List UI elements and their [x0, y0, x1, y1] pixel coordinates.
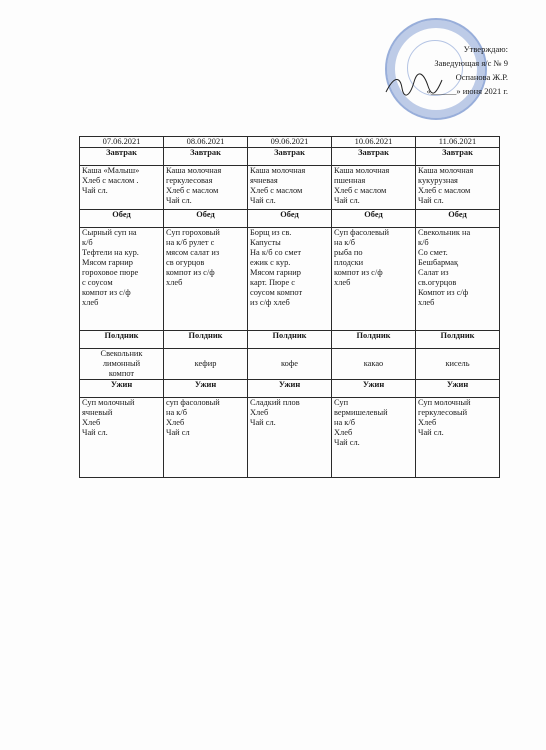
menu-item: Чай сл. [334, 196, 360, 205]
menu-item: к/б [418, 238, 429, 247]
menu-item: Свекольник на [418, 228, 471, 237]
lunch-label: Обед [248, 210, 332, 228]
menu-item: Сладкий плов [250, 398, 300, 407]
menu-item: ежик с кур. [250, 258, 291, 267]
menu-item: Свекольник [100, 349, 143, 358]
breakfast-cell [332, 166, 416, 210]
snack-cell [80, 349, 164, 380]
menu-item: Компот из с/ф [418, 288, 469, 297]
menu-item: Чай сл. [82, 428, 108, 437]
breakfast-label: Завтрак [164, 148, 248, 166]
menu-item: Каша молочная [250, 166, 306, 175]
snack-cell [416, 349, 500, 380]
date-cell: 09.06.2021 [248, 137, 332, 148]
dinner-items-row [80, 398, 500, 478]
menu-item: Каша молочная [334, 166, 390, 175]
menu-item: Мясом гарнир [250, 268, 301, 277]
date-cell: 07.06.2021 [80, 137, 164, 148]
menu-item: хлеб [82, 298, 99, 307]
lunch-label: Обед [332, 210, 416, 228]
menu-item: Хлеб с маслом [418, 186, 471, 195]
menu-item: компот из с/ф [166, 268, 215, 277]
snack-cell [332, 349, 416, 380]
breakfast-label: Завтрак [248, 148, 332, 166]
snack-label: Полдник [164, 331, 248, 349]
menu-item: На к/б со смет [250, 248, 302, 257]
breakfast-label: Завтрак [332, 148, 416, 166]
menu-item: Хлеб с маслом . [82, 176, 139, 185]
approval-title: Утверждаю: [463, 44, 508, 54]
menu-item: Чай сл. [82, 186, 108, 195]
approval-block [338, 42, 508, 98]
dinner-cell [416, 398, 500, 478]
menu-item: какао [363, 359, 384, 368]
approval-date-year: 2021 г. [484, 86, 508, 96]
menu-item: компот из с/ф [82, 288, 131, 297]
menu-item: пшенная [334, 176, 366, 185]
menu-item: хлеб [166, 278, 183, 287]
snack-label: Полдник [80, 331, 164, 349]
menu-item: геркулесовая [166, 176, 213, 185]
menu-item: св огурцов [166, 258, 205, 267]
breakfast-items-row [80, 166, 500, 210]
lunch-items-row [80, 228, 500, 331]
menu-item: рыба по [334, 248, 363, 257]
approval-name: Оспанова Ж.Р. [455, 72, 508, 82]
dinner-label: Ужин [416, 380, 500, 398]
menu-item: мясом салат из [166, 248, 220, 257]
lunch-label: Обед [416, 210, 500, 228]
dinner-label: Ужин [80, 380, 164, 398]
menu-item: с соусом [82, 278, 113, 287]
menu-item: Хлеб с маслом [166, 186, 219, 195]
snack-label: Полдник [332, 331, 416, 349]
menu-item: хлеб [334, 278, 351, 287]
menu-item: Чай сл. [418, 196, 444, 205]
weekly-menu-table [79, 136, 500, 478]
menu-item: Сырный суп на [82, 228, 137, 237]
lunch-label: Обед [80, 210, 164, 228]
menu-item: Хлеб [166, 418, 185, 427]
date-cell: 11.06.2021 [416, 137, 500, 148]
breakfast-cell [416, 166, 500, 210]
menu-item: на к/б [334, 238, 355, 247]
approval-date: «______» июня 2021 г. [426, 86, 508, 96]
menu-item: из с/ф хлеб [250, 298, 290, 307]
menu-item: соусом компот [250, 288, 303, 297]
menu-item: карт. Пюре с [250, 278, 295, 287]
menu-item: Чай сл. [334, 438, 360, 447]
breakfast-header-row [80, 148, 500, 166]
snack-label: Полдник [248, 331, 332, 349]
menu-item: Чай сл. [418, 428, 444, 437]
menu-item: хлеб [418, 298, 435, 307]
breakfast-cell [80, 166, 164, 210]
menu-item: Со смет. [418, 248, 448, 257]
approval-date-quote-close: » [456, 86, 461, 96]
breakfast-cell [248, 166, 332, 210]
menu-item: Чай сл. [250, 418, 276, 427]
menu-item: Салат из [418, 268, 449, 277]
dinner-label: Ужин [332, 380, 416, 398]
dinner-label: Ужин [248, 380, 332, 398]
menu-item: Суп молочный [418, 398, 471, 407]
menu-item: Суп [334, 398, 349, 407]
menu-item: Хлеб [418, 418, 437, 427]
menu-item: плодски [334, 258, 364, 267]
menu-item: к/б [82, 238, 93, 247]
menu-item: на к/б [166, 408, 187, 417]
date-cell: 10.06.2021 [332, 137, 416, 148]
lunch-header-row [80, 210, 500, 228]
menu-item: на к/б рулет с [166, 238, 215, 247]
menu-item: Чай сл [166, 428, 190, 437]
menu-item: Борщ из св. [250, 228, 292, 237]
menu-item: Каша молочная [166, 166, 222, 175]
menu-item: Хлеб [82, 418, 101, 427]
snack-items-row [80, 349, 500, 380]
menu-item: вермишелевый [334, 408, 388, 417]
menu-item: Чай сл. [250, 196, 276, 205]
approval-date-quote-open: « [426, 86, 431, 96]
dinner-cell [248, 398, 332, 478]
menu-item: ячневый [82, 408, 113, 417]
breakfast-cell [164, 166, 248, 210]
menu-item: Каша молочная [418, 166, 474, 175]
lunch-cell [332, 228, 416, 331]
dinner-label: Ужин [164, 380, 248, 398]
lunch-cell [164, 228, 248, 331]
menu-item: лимонный [102, 359, 141, 368]
menu-item: компот [108, 369, 135, 378]
lunch-label: Обед [164, 210, 248, 228]
menu-item: Мясом гарнир [82, 258, 133, 267]
menu-item: кофе [281, 359, 298, 368]
menu-item: св.огурцов [418, 278, 457, 287]
menu-item: Хлеб с маслом [334, 186, 387, 195]
menu-item: Чай сл. [166, 196, 192, 205]
dinner-header-row [80, 380, 500, 398]
approval-date-month: июня [462, 86, 483, 96]
menu-item: Капусты [250, 238, 281, 247]
snack-header-row [80, 331, 500, 349]
lunch-cell [416, 228, 500, 331]
menu-item: кисель [445, 359, 470, 368]
menu-item: ячневая [250, 176, 278, 185]
menu-item: Суп гороховый [166, 228, 220, 237]
menu-item: кефир [194, 359, 217, 368]
menu-item: Суп молочный [82, 398, 135, 407]
snack-cell [248, 349, 332, 380]
breakfast-label: Завтрак [80, 148, 164, 166]
snack-label: Полдник [416, 331, 500, 349]
approval-position: Заведующая я/с № 9 [434, 58, 508, 68]
lunch-cell [248, 228, 332, 331]
menu-item: Суп фасолевый [334, 228, 390, 237]
menu-item: геркулесовый [418, 408, 468, 417]
menu-item: Хлеб [334, 428, 353, 437]
menu-item: на к/б [334, 418, 355, 427]
menu-item: суп фасоловый [166, 398, 220, 407]
menu-item: компот из с/ф [334, 268, 383, 277]
menu-item: Каша «Малыш» [82, 166, 140, 175]
menu-item: Бешбармақ [418, 258, 459, 267]
menu-item: Хлеб [250, 408, 269, 417]
menu-item: Тефтели на кур. [82, 248, 139, 257]
date-cell: 08.06.2021 [164, 137, 248, 148]
menu-item: кукурузная [418, 176, 458, 185]
dates-row [80, 137, 500, 148]
dinner-cell [332, 398, 416, 478]
dinner-cell [164, 398, 248, 478]
menu-item: Хлеб с маслом [250, 186, 303, 195]
snack-cell [164, 349, 248, 380]
menu-item: гороховое пюре [82, 268, 139, 277]
breakfast-label: Завтрак [416, 148, 500, 166]
dinner-cell [80, 398, 164, 478]
lunch-cell [80, 228, 164, 331]
